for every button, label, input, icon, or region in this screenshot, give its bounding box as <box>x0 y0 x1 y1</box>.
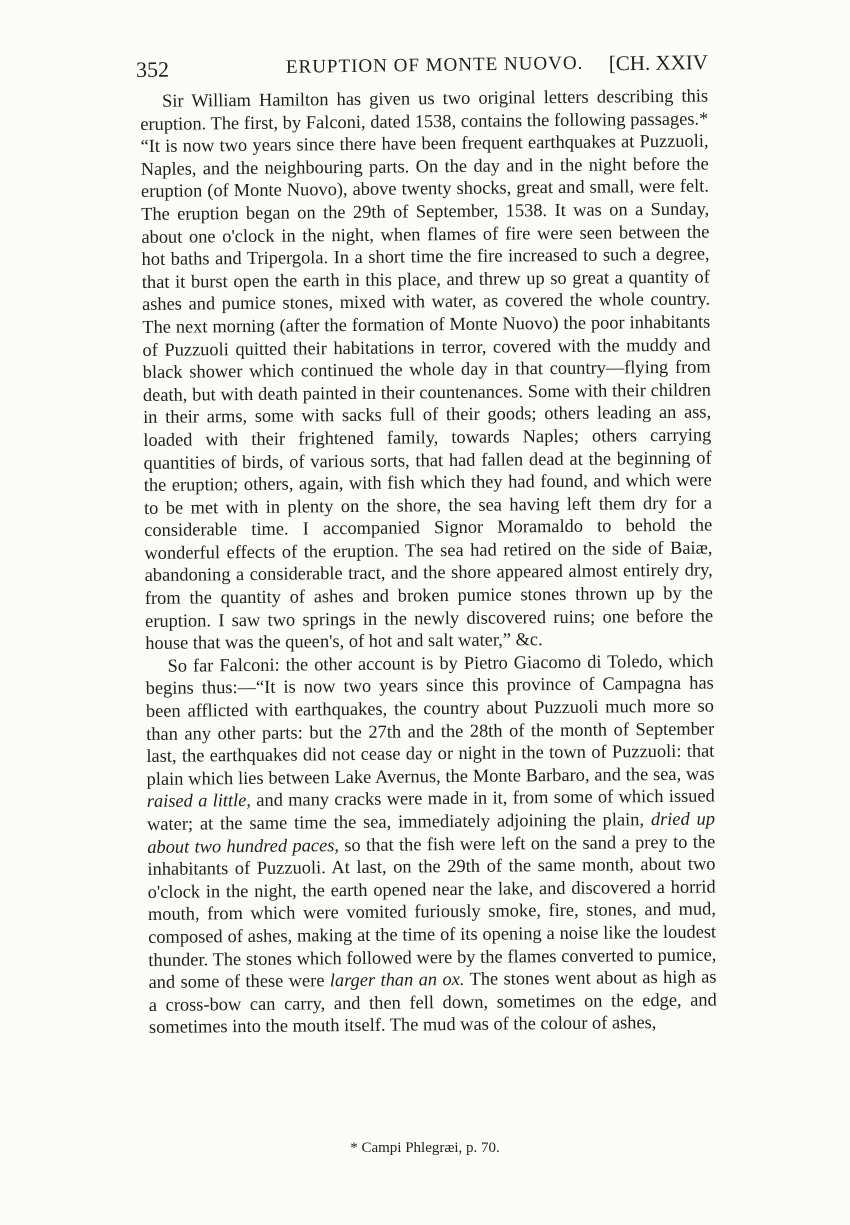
toledo-text-2: and many cracks were made in it, from some of which issued water; at the same time the sea, immediately adjoining the plain, <box>146 785 715 834</box>
chapter-marker: [CH. XXIV <box>608 50 709 76</box>
italic-raised-a-little: raised a little, <box>146 790 252 812</box>
paragraph-falconi: Sir William Hamilton has given us two original letters describing this eruption. The first, by Falconi, dated 1538, contains the following passages.* “It is now two years since there have been frequent earthquakes at Puzzuoli, Naples, and the neighbouring parts. On the day and in the night before the eruption (of Monte Nuovo), above twenty shocks, great and small, were felt. The eruption began on the 29th of September, 1538. It was on a Sunday, about one o'clock in the night, when flames of fire were seen between the hot baths and Tripergola. In a short time the fire increased to such a degree, that it burst open the earth in this place, and threw up so great a quantity of ashes and pumice stones, mixed with water, as covered the whole country. The next morning (after the formation of Monte Nuovo) the poor inhabitants of Puzzuoli quitted their habitations in terror, covered with the muddy and black shower which continued the whole day in that country—flying from death, but with death painted in their countenances. Some with their children in their arms, some with sacks full of their goods; others leading an ass, loaded with their frightened family, towards Naples; others carrying quantities of birds, of various sorts, that had fallen dead at the beginning of the eruption; others, again, with fish which they had found, and which were to be met with in plenty on the shore, the sea having left them dry for a considerable time. I accompanied Signor Moramaldo to behold the wonderful effects of the eruption. The sea had retired on the side of Baiæ, abandoning a considerable tract, and the shore appeared almost entirely dry, from the quantity of ashes and broken pumice stones thrown up by the eruption. I saw two springs in the newly discovered ruins; one before the house that was the queen's, of hot and salt water,” &c. <box>140 85 714 654</box>
footnote: * Campi Phlegræi, p. 70. <box>350 1140 500 1156</box>
body-text <box>140 85 717 1039</box>
italic-dried-up: dried up about two hundred paces, <box>147 808 716 857</box>
italic-larger-than-an-ox: larger than an ox. <box>329 969 465 991</box>
paragraph-toledo <box>145 649 717 1039</box>
running-title: ERUPTION OF MONTE NUOVO. <box>285 52 584 78</box>
running-header <box>136 44 708 88</box>
page-number: 352 <box>135 56 170 82</box>
toledo-text-4: The stones went about as high as a cross-bow can carry, and then fell down, sometimes on the edge, and sometimes into the mouth itself. The mud was of the colour of ashes, <box>148 966 717 1038</box>
toledo-text-1: So far Falconi: the other account is by Pietro Giacomo di Toledo, which begins thus:—“It is now two years since this province of Campagna has been afflicted with earthquakes, the country about Puzzuoli much more so than any other parts: but the 27th and the 28th of the month of September last, the earthquakes did not cease day or night in the town of Puzzuoli: that plain which lies between Lake Avernus, the Monte Barbaro, and the sea, was <box>145 650 715 789</box>
toledo-text-3: so that the fish were left on the sand a prey to the inhabitants of Puzzuoli. At last, on the 29th of the same month, about two o'clock in the night, the earth opened near the lake, and discovered a horrid mouth, from which were vomited furiously smoke, fire, stones, and mud, composed of ashes, making at the time of its opening a noise like the loudest thunder. The stones which followed were by the flames converted to pumice, and some of these were <box>147 831 717 993</box>
